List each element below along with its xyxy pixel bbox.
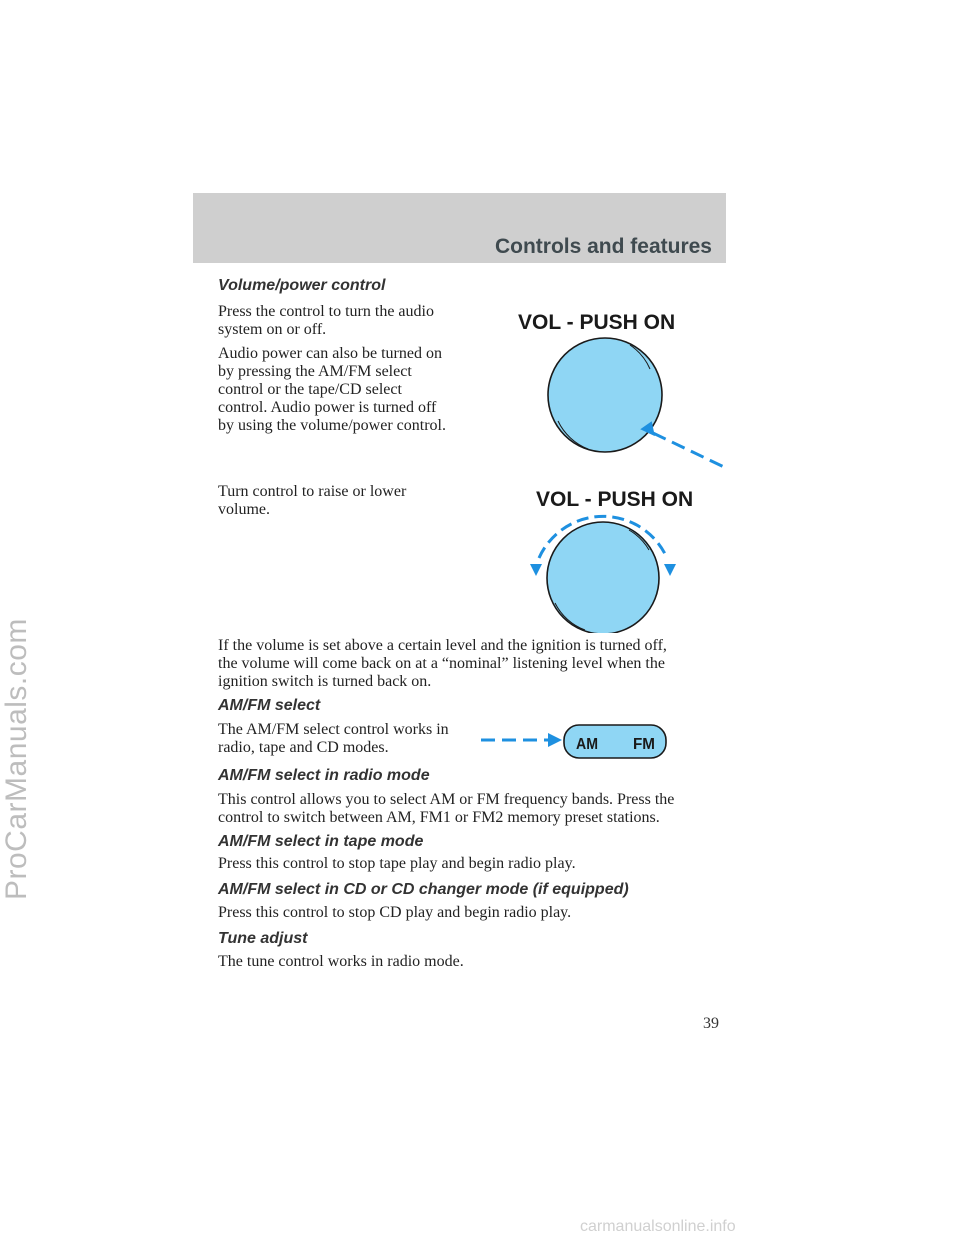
tune-text: The tune control works in radio mode. [218, 953, 464, 970]
am-label: AM [576, 736, 598, 753]
bottom-watermark: carmanualsonline.info [580, 1218, 736, 1235]
amfm-tape-heading: AM/FM select in tape mode [218, 833, 424, 850]
volume-p1: Press the control to turn the audio system on or off. [218, 303, 434, 338]
amfm-heading: AM/FM select [218, 697, 321, 714]
amfm-cd-heading: AM/FM select in CD or CD changer mode (if equipped) [218, 881, 629, 898]
amfm-cd-text: Press this control to stop CD play and begin radio play. [218, 904, 572, 921]
knob2-label: VOL - PUSH ON [536, 488, 694, 511]
volume-p4: If the volume is set above a certain level and the ignition is turned off, the volume will come back on at a “nominal” listening level when the ignition switch is turned back on. [218, 637, 667, 690]
amfm-radio-heading: AM/FM select in radio mode [218, 767, 430, 784]
knob2-diagram [525, 508, 685, 633]
knob1-circle [548, 338, 662, 452]
tune-heading: Tune adjust [218, 930, 308, 947]
rotate-arrow-right-head [664, 564, 676, 576]
amfm-radio-text: This control allows you to select AM or FM frequency bands. Press the control to switch between AM, FM1 or FM2 memory preset stations. [218, 791, 675, 826]
rotate-arrow-left-head [530, 564, 542, 576]
amfm-button-diagram [478, 720, 678, 765]
page-number: 39 [703, 1015, 719, 1032]
header-band [193, 193, 726, 263]
knob1-label: VOL - PUSH ON [518, 311, 676, 334]
amfm-arrow-head [548, 733, 562, 747]
fm-label: FM [633, 736, 655, 753]
push-arrow-line [653, 433, 724, 467]
page-header-title: Controls and features [494, 235, 712, 258]
volume-p2: Audio power can also be turned on by pressing the AM/FM select control or the tape/CD select control. Audio power is turned off by using the volume/power control. [218, 345, 446, 434]
amfm-p1: The AM/FM select control works in radio, tape and CD modes. [218, 721, 449, 756]
volume-p3: Turn control to raise or lower volume. [218, 483, 407, 518]
side-watermark: ProCarManuals.com [0, 618, 33, 900]
knob1-diagram [530, 335, 730, 475]
volume-heading: Volume/power control [218, 277, 386, 294]
amfm-tape-text: Press this control to stop tape play and begin radio play. [218, 855, 576, 872]
